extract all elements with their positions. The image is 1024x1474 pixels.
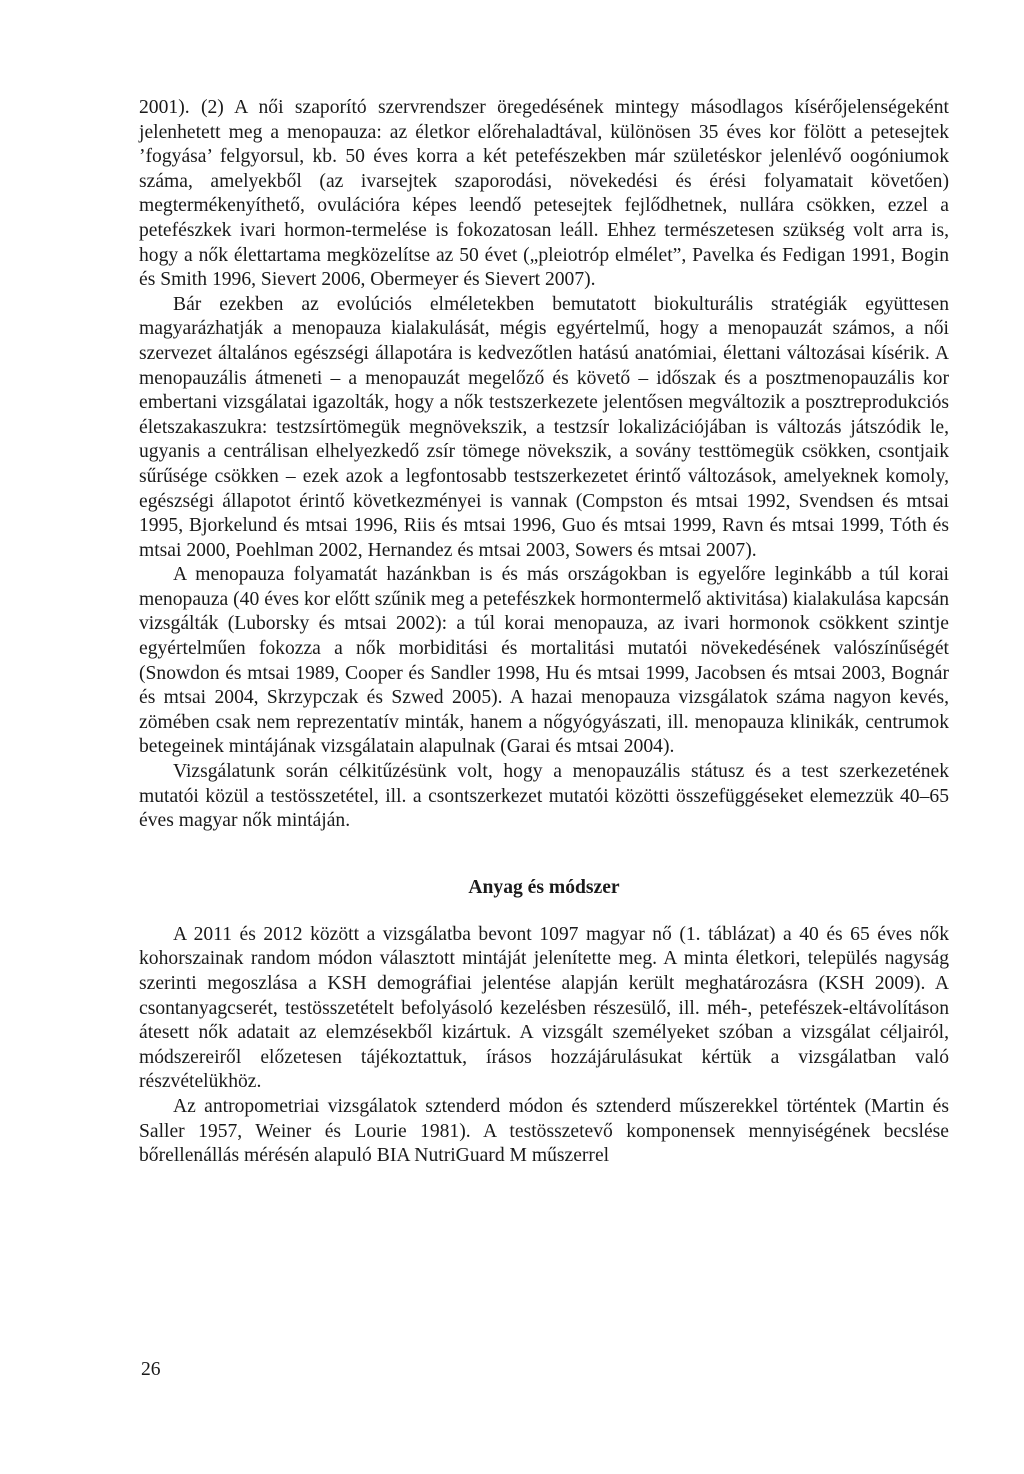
paragraph-anthropometry: Az antropometriai vizsgálatok sztenderd módon és sztenderd műszerekkel történtek (Martin és Saller 1957, Weiner és Lourie 1981). A testösszetevő komponensek mennyiségének becslése bőrellenállás mérésén alapuló BIA NutriGuard M műszerrel bbox=[139, 1095, 949, 1167]
paragraph-early-menopause: A menopauza folyamatát hazánkban is és más országokban is egyelőre leginkább a túl korai menopauza (40 éves kor előtt szűnik meg a petefészkek hormontermelő aktivitása) kialakulása kapcsán vizsgálták (Luborsky és mtsai 2002): a túl korai menopauza, az ivari hormonok csökkent szintje egyértelműen fokozza a nők morbiditási és mortalitási mutatói növekedésének valószínűségét (Snowdon és mtsai 1989, Cooper és Sandler 1998, Hu és mtsai 1999, Jacobsen és mtsai 2003, Bognár és mtsai 2004, Skrzypczak és Szwed 2005). A hazai menopauza vizsgálatok száma nagyon kevés, zömében csak nem reprezentatív minták, hanem a nőgyógyászati, ill. menopauza klinikák, centrumok betegeinek mintájának vizsgálatain alapulnak (Garai és mtsai 2004). bbox=[139, 564, 949, 758]
paragraph-study-aim: Vizsgálatunk során célkitűzésünk volt, hogy a menopauzális státusz és a test szerkezetének mutatói közül a testösszetétel, ill. a csontszerkezet mutatói közötti összefüggéseket elemezzük 40–65 éves magyar nők mintáján. bbox=[139, 761, 949, 832]
page-body bbox=[139, 96, 949, 1169]
paragraph-body-changes: Bár ezekben az evolúciós elméletekben bemutatott biokulturális stratégiák együttesen magyarázhatják a menopauza kialakulását, mégis egyértelmű, hogy a menopauzát számos, a női szervezet általános egészségi állapotára is kedvezőtlen hatású anatómiai, élettani változásai kísérik. A menopauzális átmeneti – a menopauzát megelőző és követő – időszak és a posztmenopauzális kor embertani vizsgálatai igazolták, hogy a nők testszerkezete jelentősen megváltozik a posztreprodukciós életszakaszukra: testzsírtömegük megnövekszik, a testzsír lokalizációjában is változás játszódik le, ugyanis a centrálisan elhelyezkedő zsír tömege növekszik, a sovány testtömegük csökken, csontjaik sűrűsége csökken – ezek azok a legfontosabb testszerkezetet érintő változások, amelyeknek komoly, egészségi állapotot érintő következményei is vannak (Compston és mtsai 1992, Svendsen és mtsai 1995, Bjorkelund és mtsai 1996, Riis és mtsai 1996, Guo és mtsai 1999, Ravn és mtsai 1999, Tóth és mtsai 2000, Poehlman 2002, Hernandez és mtsai 2003, Sowers és mtsai 2007). bbox=[139, 293, 949, 561]
page-number: 26 bbox=[141, 1359, 161, 1380]
paragraph-evolution-continued: 2001). (2) A női szaporító szervrendszer öregedésének mintegy másodlagos kísérőjelenségeként jelenhetett meg a menopauza: az életkor előrehaladtával, különösen 35 éves kor fölött a petesejtek ’fogyása’ felgyorsul, kb. 50 éves korra a két petefészekben már születéskor jelenlévő oogóniumok száma, amelyekből (az ivarsejtek szaporodási, növekedési és érési folyamatait követően) megtermékenyíthető, ovulációra képes leendő petesejtek fejlődhetnek, nullára csökken, ezzel a petefészkek ivari hormon-termelése is fokozatosan leáll. Ehhez természetesen szükség volt arra is, hogy a nők élettartama megközelítse az 50 évet („pleiotróp elmélet”, Pavelka és Fedigan 1991, Bogin és Smith 1996, Sievert 2006, Obermeyer és Sievert 2007). bbox=[139, 97, 949, 291]
paragraph-sample: A 2011 és 2012 között a vizsgálatba bevont 1097 magyar nő (1. táblázat) a 40 és 65 éves nők kohorszainak random módon választott mintáját jelenítette meg. A minta életkori, település nagyság szerinti megoszlása a KSH demográfiai jelentése alapján került meghatározásra (KSH 2009). A csontanyagcserét, testösszetételt befolyásoló kezelésben részesülő, ill. méh-, petefészek-eltávolításon átesett nők adatait az elemzésekből kizártuk. A vizsgált személyeket szóban a vizsgálat céljairól, módszereiről előzetesen tájékoztattuk, írásos hozzájárulásukat kértük a vizsgálatban való részvételükhöz. bbox=[139, 923, 949, 1093]
section-heading-methods: Anyag és módszer bbox=[468, 876, 620, 898]
